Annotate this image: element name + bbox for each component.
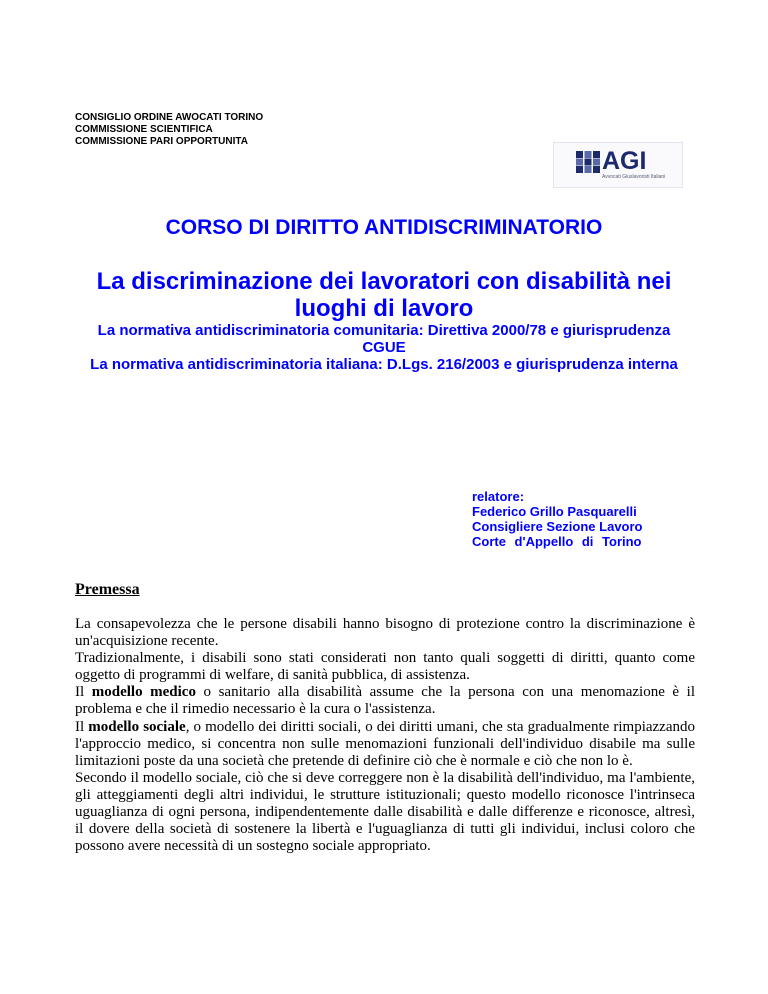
paragraph: La consapevolezza che le persone disabili hanno bisogno di protezione contro la discriminazione è un'acquisizione recente.	[75, 616, 695, 650]
lecture-topics	[84, 322, 684, 373]
speaker-label: relatore:	[472, 489, 525, 504]
issuer-line-equal-opportunity: COMMISSIONE PARI OPPORTUNITA	[75, 136, 248, 147]
topic-eu-law: La normativa antidiscriminatoria comunitaria: Direttiva 2000/78 e giurisprudenza CGUE	[97, 322, 671, 356]
bold-term: modello medico	[91, 684, 196, 701]
issuer-line-scientific: COMMISSIONE SCIENTIFICA	[75, 124, 213, 135]
paragraph: Il modello medico o sanitario alla disabilità assume che la persona con una menomazione è il problema e che il rimedio necessario è la cura o l'assistenza.	[75, 684, 695, 718]
speaker-block	[472, 489, 643, 549]
course-title: CORSO DI DIRITTO ANTIDISCRIMINATORIO	[165, 216, 603, 239]
bold-term: modello sociale	[88, 718, 186, 735]
issuer-line-council: CONSIGLIO ORDINE AWOCATI TORINO	[75, 112, 264, 123]
speaker-name: Federico Grillo Pasquarelli	[472, 504, 637, 519]
lecture-title: La discriminazione dei lavoratori con disabilità nei luoghi di lavoro	[96, 268, 672, 322]
section-body	[75, 616, 695, 855]
section-heading: Premessa	[75, 581, 140, 598]
paragraph: Il modello sociale, o modello dei diritti sociali, o dei diritti umani, che sta gradualmente rimpiazzando l'approccio medico, si concentra non sulle menomazioni funzionali dell'individuo disabile ma sulle limitazioni poste da una società che pretende di definire ciò che è normale e ciò che non lo è.	[75, 718, 696, 769]
speaker-court: Corte d'Appello di Torino	[472, 534, 642, 549]
paragraph: Tradizionalmente, i disabili sono stati considerati non tanto quali soggetti di diritti, quanto come oggetto di programmi di welfare, di sanità pubblica, di assistenza.	[75, 650, 695, 684]
paragraph: Secondo il modello sociale, ciò che si deve correggere non è la disabilità dell'individuo, ma l'ambiente, gli atteggiamenti degli altri individui, le strutture istituzionali; questo modello riconosce l'intrinseca uguaglianza di ogni persona, indipendentemente dalle disabilità e dalle differenze e riconosce, altresì, il dovere della società di sostenere la libertà e l'uguaglianza di tutti gli individui, inclusi coloro che possono avere necessità di un sostegno sociale appropriato.	[75, 769, 695, 855]
speaker-role: Consigliere Sezione Lavoro	[472, 519, 643, 534]
agi-logo-mark-icon	[576, 151, 600, 173]
issuer-header	[75, 112, 263, 148]
agi-logo-subtitle: Avvocati Giuslavoristi Italiani	[602, 174, 666, 180]
topic-italian-law: La normativa antidiscriminatoria italiana: D.Lgs. 216/2003 e giurisprudenza interna	[90, 356, 678, 373]
agi-logo	[553, 142, 683, 188]
agi-logo-wordmark: AGI	[602, 147, 647, 175]
